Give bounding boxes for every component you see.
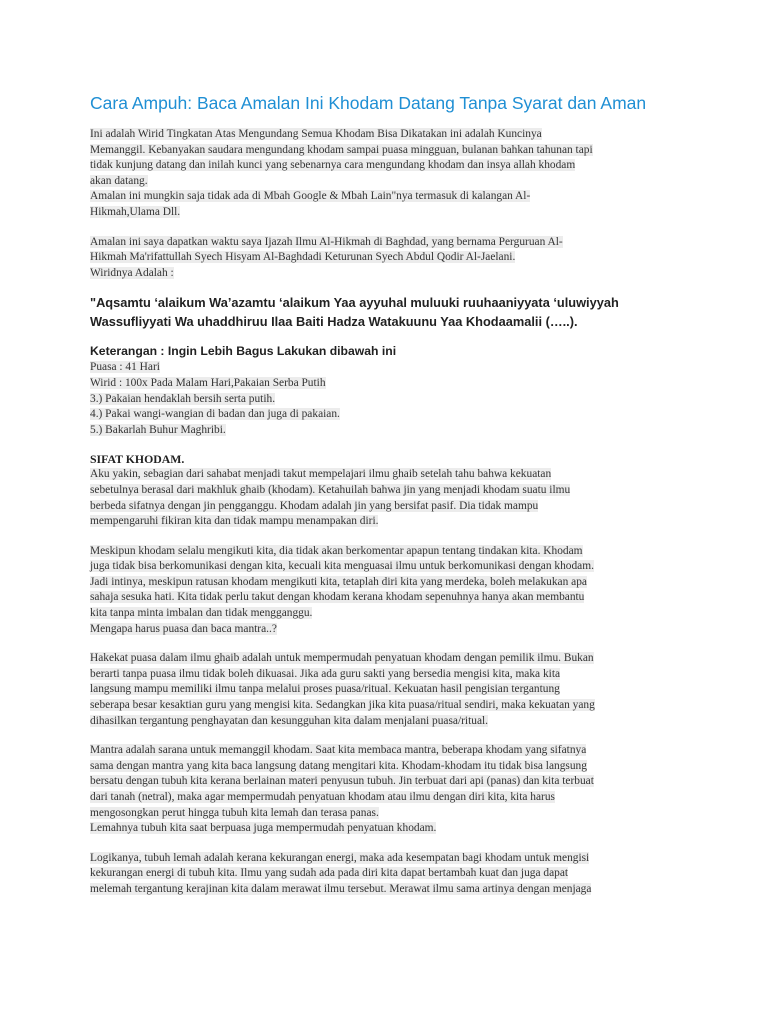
text-line: Lemahnya tubuh kita saat berpuasa juga mempermudah penyatuan khodam.: [90, 822, 437, 835]
text-line: berbeda sifatnya dengan jin pengganggu. Khodam adalah jin yang bersifat pasif. Dia tidak mampu: [90, 499, 539, 512]
text-line: langsung mampu memiliki ilmu tanpa melalui proses puasa/ritual. Kekuatan hasil pengisian tergantung: [90, 683, 560, 696]
text-line: Meskipun khodam selalu mengikuti kita, dia tidak akan berkomentar apapun tentang tindakan kita. Khodam: [90, 544, 583, 557]
ijazah-paragraph: [90, 235, 680, 282]
list-item: 5.) Bakarlah Buhur Maghribi.: [90, 423, 226, 436]
wirid-line: "Aqsamtu ‘alaikum Wa’azamtu ‘alaikum Yaa ayyuhal muluuki ruuhaaniyyata ‘uluwiyyah: [90, 295, 619, 311]
text-line: melemah tergantung kerajinan kita dalam merawat ilmu tersebut. Merawat ilmu sama artinya dengan menjaga: [90, 882, 592, 895]
text-line: sama dengan mantra yang kita baca langsung datang mengitari kita. Khodam-khodam itu tidak bisa langsung: [90, 759, 587, 772]
sifat-paragraph-1: [90, 467, 680, 529]
text-line: Memanggil. Kebanyakan saudara mengundang khodam sampai puasa mingguan, bulanan bahkan tahunan tapi: [90, 143, 593, 156]
text-line: Hikmah,Ulama Dll.: [90, 205, 181, 218]
sifat-paragraph-5: [90, 851, 680, 898]
text-line: Hakekat puasa dalam ilmu ghaib adalah untuk mempermudah penyatuan khodam dengan pemilik ilmu. Bukan: [90, 652, 594, 665]
text-line: sahaja sesuka hati. Kita tidak perlu takut dengan khodam kerana khodam sepenuhnya hanya akan membantu: [90, 591, 585, 604]
text-line: seberapa besar kesaktian guru yang mengisi kita. Sedangkan jika kita puasa/ritual sendiri, maka kekuatan yang: [90, 699, 595, 712]
list-item: Puasa : 41 Hari: [90, 361, 160, 374]
text-line: tidak kunjung datang dan inilah kunci yang sebenarnya cara mengundang khodam dan insya allah khodam: [90, 159, 576, 172]
text-line: berarti tanpa puasa ilmu tidak boleh dikuasai. Jika ada guru sakti yang bersedia mengisi kita, maka kita: [90, 667, 561, 680]
text-line: Aku yakin, sebagian dari sahabat menjadi takut mempelajari ilmu ghaib setelah tahu bahwa kekuatan: [90, 468, 552, 481]
text-line: dihasilkan tergantung penghayatan dan kesungguhan kita dalam menjalani puasa/ritual.: [90, 714, 489, 727]
list-item: 3.) Pakaian hendaklah bersih serta putih.: [90, 392, 276, 405]
text-line: Ini adalah Wirid Tingkatan Atas Mengundang Semua Khodam Bisa Dikatakan ini adalah Kuncinya: [90, 128, 542, 140]
text-line: Mengapa harus puasa dan baca mantra..?: [90, 622, 277, 635]
text-line: mengosongkan perut hingga tubuh kita lemah dan terasa panas.: [90, 806, 379, 819]
sifat-heading: SIFAT KHODAM.: [90, 452, 185, 467]
text-line: sebetulnya berasal dari makhluk ghaib (khodam). Ketahuilah bahwa jin yang menjadi khodam suatu ilmu: [90, 483, 571, 496]
text-line: Logikanya, tubuh lemah adalah kerana kekurangan energi, maka ada kesempatan bagi khodam untuk mengisi: [90, 851, 590, 864]
list-item: Wirid : 100x Pada Malam Hari,Pakaian Serba Putih: [90, 376, 326, 389]
wirid-quote: [90, 293, 680, 331]
text-line: Amalan ini mungkin saja tidak ada di Mbah Google & Mbah Lain"nya termasuk di kalangan Al-: [90, 190, 531, 203]
intro-paragraph: [90, 127, 680, 221]
wirid-line: Wassufliyyati Wa uhaddhiruu Ilaa Baiti Hadza Watakuunu Yaa Khodaamalii (…..).: [90, 314, 578, 330]
text-line: Jadi intinya, meskipun ratusan khodam mengikuti kita, tetaplah diri kita yang merdeka, boleh melakukan apa: [90, 575, 587, 588]
text-line: kekurangan energi di tubuh kita. Ilmu yang sudah ada pada diri kita dapat bertambah kuat dan juga dapat: [90, 867, 569, 880]
text-line: kita tanpa minta imbalan dan tidak mengganggu.: [90, 607, 313, 620]
sifat-paragraph-4: [90, 743, 680, 837]
text-line: Mantra adalah sarana untuk memanggil khodam. Saat kita membaca mantra, beberapa khodam yang sifatnya: [90, 744, 587, 757]
text-line: Wiridnya Adalah :: [90, 266, 174, 279]
text-line: dari tanah (netral), maka agar mempermudah penyatuan khodam atau ilmu dengan diri kita, kita harus: [90, 791, 555, 803]
sifat-paragraph-3: [90, 651, 680, 729]
sifat-paragraph-2: [90, 544, 680, 638]
text-line: Amalan ini saya dapatkan waktu saya Ijazah Ilmu Al-Hikmah di Baghdad, yang bernama Perguruan Al-: [90, 235, 563, 248]
text-line: Hikmah Ma'rifattullah Syech Hisyam Al-Baghdadi Keturunan Syech Abdul Qodir Al-Jaelani.: [90, 251, 516, 264]
text-line: akan datang.: [90, 174, 148, 187]
text-line: bersatu dengan tubuh kita kerana berlainan materi penyusun tubuh. Jin terbuat dari api (panas) dan kita terbuat: [90, 775, 594, 788]
page-title: Cara Ampuh: Baca Amalan Ini Khodam Datang Tanpa Syarat dan Aman: [90, 93, 647, 113]
keterangan-list: [90, 360, 680, 438]
list-item: 4.) Pakai wangi-wangian di badan dan juga di pakaian.: [90, 408, 340, 421]
keterangan-heading: Keterangan : Ingin Lebih Bagus Lakukan dibawah ini: [90, 344, 397, 359]
text-line: mempengaruhi fikiran kita dan tidak mampu menampakan diri.: [90, 515, 379, 528]
text-line: juga tidak bisa berkomunikasi dengan kita, kecuali kita menguasai ilmu untuk berkomunikasi dengan khodam.: [90, 560, 594, 573]
